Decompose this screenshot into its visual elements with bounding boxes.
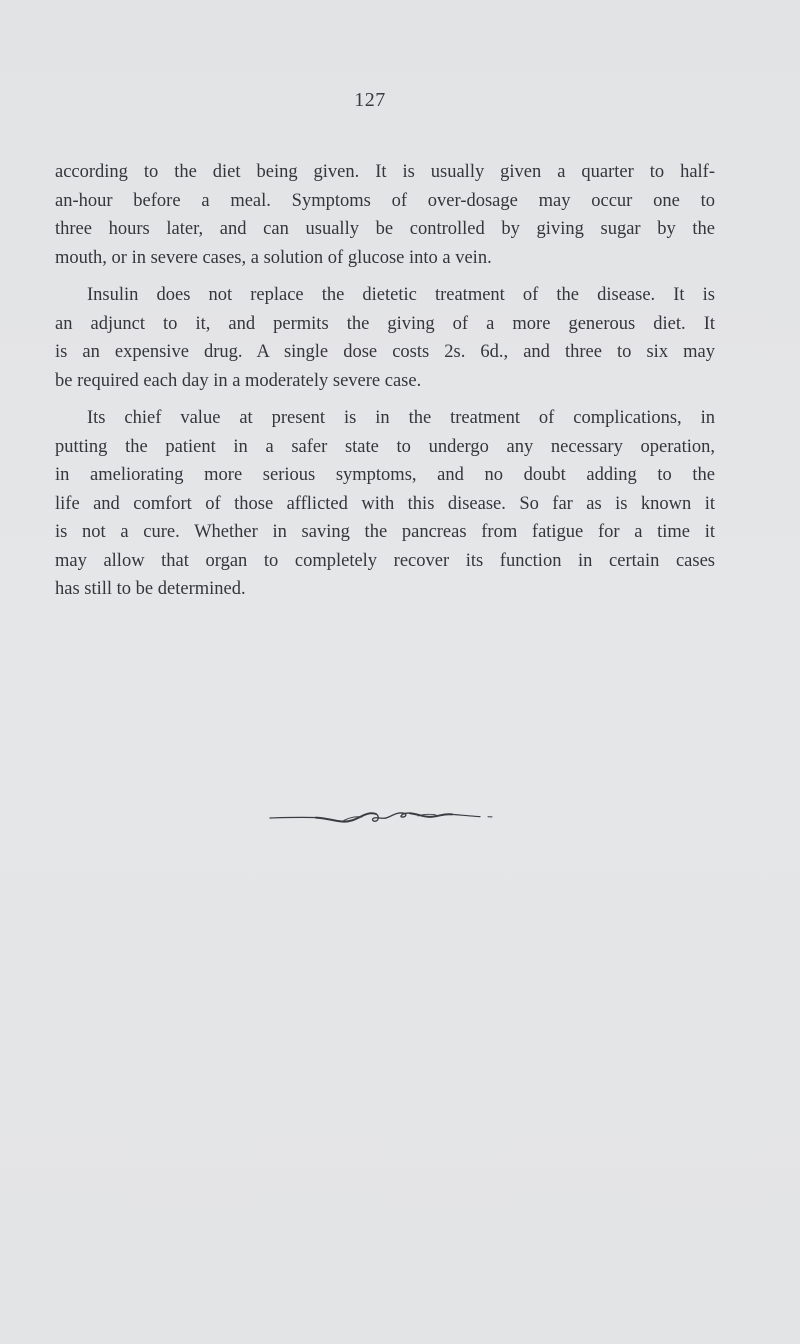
text-line: an adjunct to it, and permits the giving of a more generous diet. It: [55, 313, 715, 334]
text-line: Insulin does not replace the dietetic treatment of the disease. It is: [87, 285, 715, 305]
text-line: in ameliorating more serious symptoms, and no doubt adding to the: [55, 465, 715, 485]
text-line: is not a cure. Whether in saving the pancreas from fatigue for a time it: [55, 522, 715, 542]
body-text: [55, 158, 715, 604]
text-line: mouth, or in severe cases, a solution of glucose into a vein.: [55, 247, 492, 268]
flourish-ornament-icon: [268, 806, 494, 828]
text-line: has still to be determined.: [55, 579, 246, 599]
paragraph: [55, 404, 715, 604]
text-line: putting the patient in a safer state to undergo any necessary operation,: [55, 436, 715, 457]
text-line: Its chief value at present is in the treatment of complications, in: [87, 408, 715, 428]
paragraph: [55, 281, 715, 395]
text-line: three hours later, and can usually be controlled by giving sugar by the: [55, 219, 715, 239]
paragraph: [55, 158, 715, 272]
text-line: an-hour before a meal. Symptoms of over-dosage may occur one to: [55, 190, 715, 211]
text-line: be required each day in a moderately severe case.: [55, 370, 422, 391]
text-line: may allow that organ to completely recover its function in certain cases: [55, 550, 715, 571]
page-number: 127: [354, 89, 386, 111]
text-line: is an expensive drug. A single dose costs 2s. 6d., and three to six may: [55, 342, 715, 362]
text-line: life and comfort of those afflicted with this disease. So far as is known it: [55, 493, 715, 514]
text-line: according to the diet being given. It is usually given a quarter to half-: [55, 162, 715, 182]
